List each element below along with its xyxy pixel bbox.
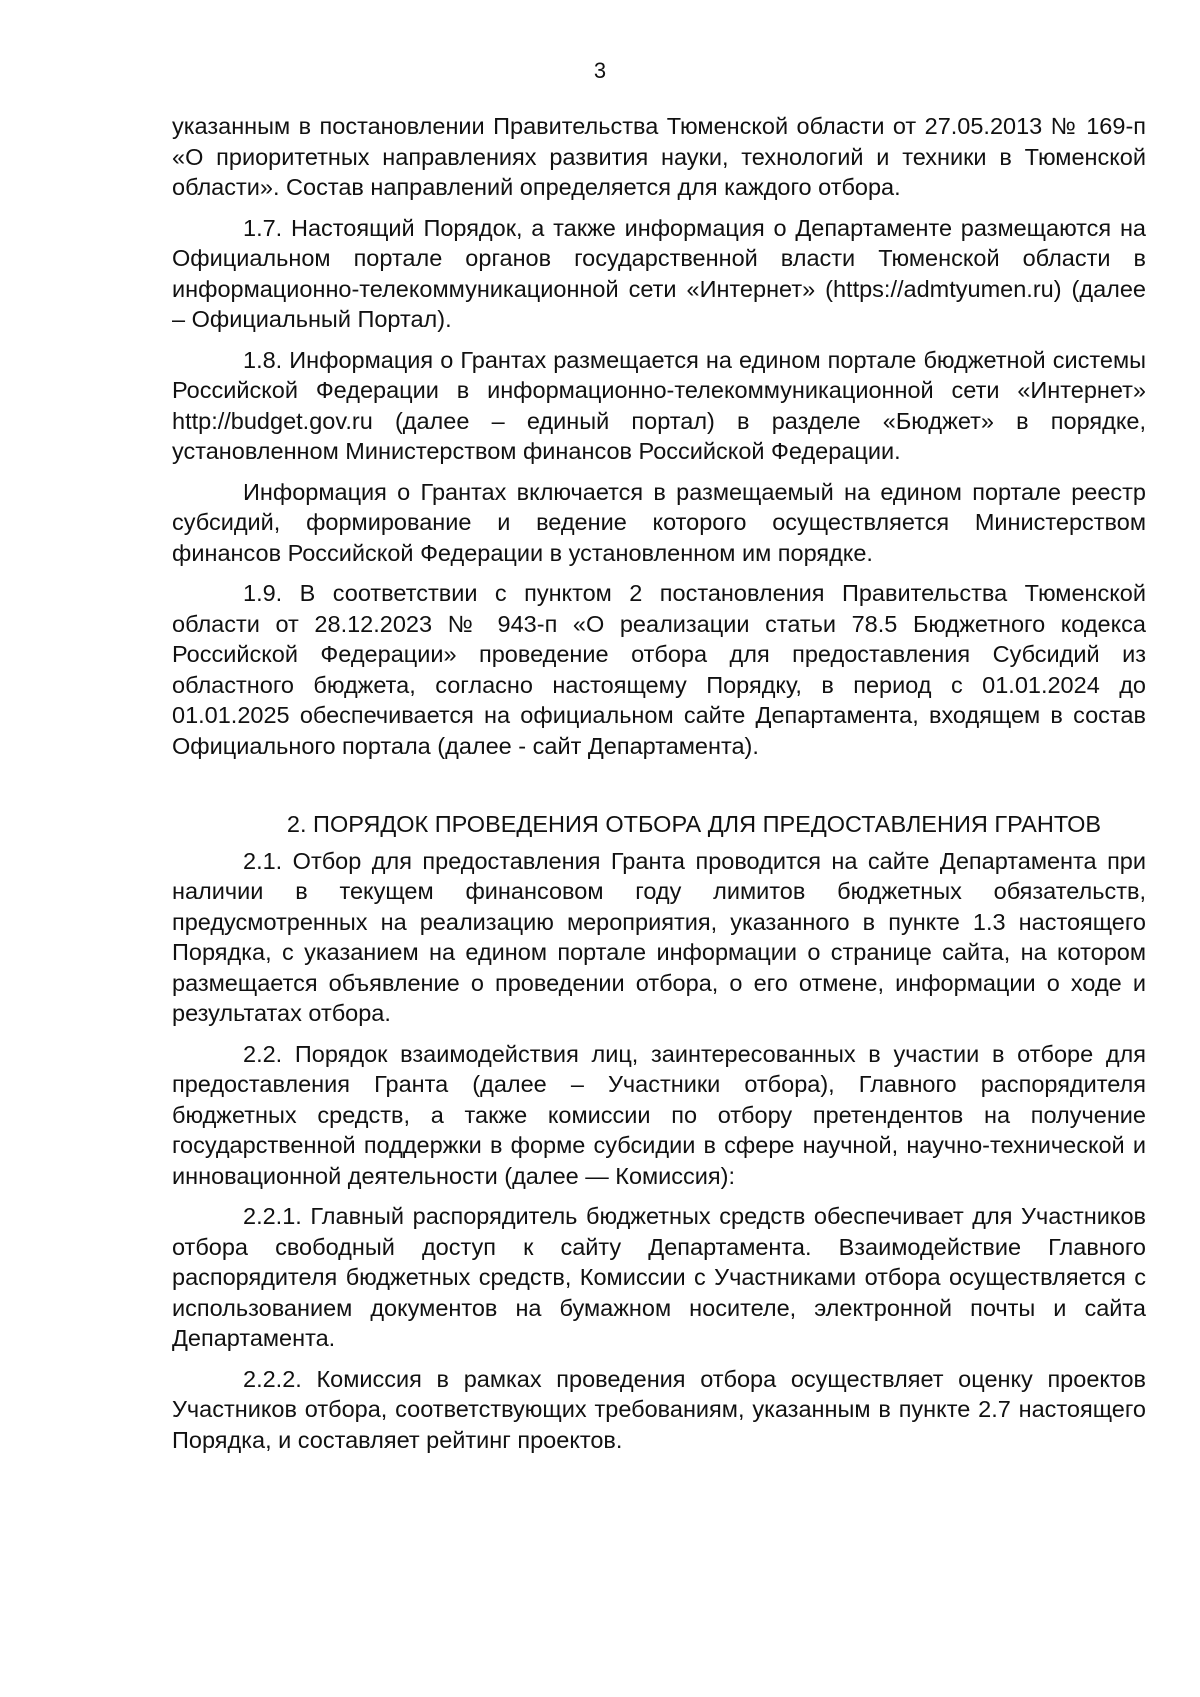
paragraph-1-9: 1.9. В соответствии с пунктом 2 постановления Правительства Тюменской области от 28.12.2023 № 943-п «О реализации статьи 78.5 Бюджетного кодекса Российской Федерации» проведение отбора для предоставления Субсидий из областного бюджета, согласно настоящему Порядку, в период с 01.01.2024 до 01.01.2025 обеспечивается на официальном сайте Департамента, входящем в состав Официального портала (далее - сайт Департамента).	[172, 580, 1146, 759]
paragraph-2-2-1: 2.2.1. Главный распорядитель бюджетных средств обеспечивает для Участников отбора свободный доступ к сайту Департамента. Взаимодействие Главного распорядителя бюджетных средств, Комиссии с Участниками отбора осуществляется с использованием документов на бумажном носителе, электронной почты и сайта Департамента.	[172, 1203, 1146, 1351]
paragraph-1-8: 1.8. Информация о Грантах размещается на едином портале бюджетной системы Российской Федерации в информационно-телекоммуникационной сети «Интернет» http://budget.gov.ru (далее – единый портал) в разделе «Бюджет» в порядке, установленном Министерством финансов Российской Федерации.	[172, 346, 1146, 464]
paragraph-continuation: указанным в постановлении Правительства Тюменской области от 27.05.2013 № 169-п «О приоритетных направлениях развития науки, технологий и техники в Тюменской области». Состав направлений определяется для каждого отбора.	[172, 113, 1146, 200]
paragraph-2-2-2: 2.2.2. Комиссия в рамках проведения отбора осуществляет оценку проектов Участников отбора, соответствующих требованиям, указанным в пункте 2.7 настоящего Порядка, и составляет рейтинг проектов.	[172, 1365, 1146, 1453]
section-heading: 2. ПОРЯДОК ПРОВЕДЕНИЯ ОТБОРА ДЛЯ ПРЕДОСТАВЛЕНИЯ ГРАНТОВ	[286, 811, 1102, 837]
document-body	[172, 111, 1146, 1465]
paragraph-2-1: 2.1. Отбор для предоставления Гранта проводится на сайте Департамента при наличии в текущем финансовом году лимитов бюджетных обязательств, предусмотренных на реализацию мероприятия, указанного в пункте 1.3 настоящего Порядка, с указанием на едином портале информации о странице сайта, на котором размещается объявление о проведении отбора, о его отмене, информации о ходе и результатах отбора.	[172, 847, 1146, 1026]
paragraph-1-7: 1.7. Настоящий Порядок, а также информация о Департаменте размещаются на Официальном портале органов государственной власти Тюменской области в информационно-телекоммуникационной сети «Интернет» (https://admtyumen.ru) (далее – Официальный Портал).	[172, 214, 1146, 332]
paragraph-2-2: 2.2. Порядок взаимодействия лиц, заинтересованных в участии в отборе для предоставления Гранта (далее – Участники отбора), Главного распорядителя бюджетных средств, а также комиссии по отбору претендентов на получение государственной поддержки в форме субсидии в сфере научной, научно-технической и инновационной деятельности (далее — Комиссия):	[172, 1040, 1146, 1189]
paragraph-1-8-registry: Информация о Грантах включается в размещаемый на едином портале реестр субсидий, формирование и ведение которого осуществляется Министерством финансов Российской Федерации в установленном им порядке.	[172, 478, 1146, 566]
page-number: 3	[593, 58, 607, 83]
